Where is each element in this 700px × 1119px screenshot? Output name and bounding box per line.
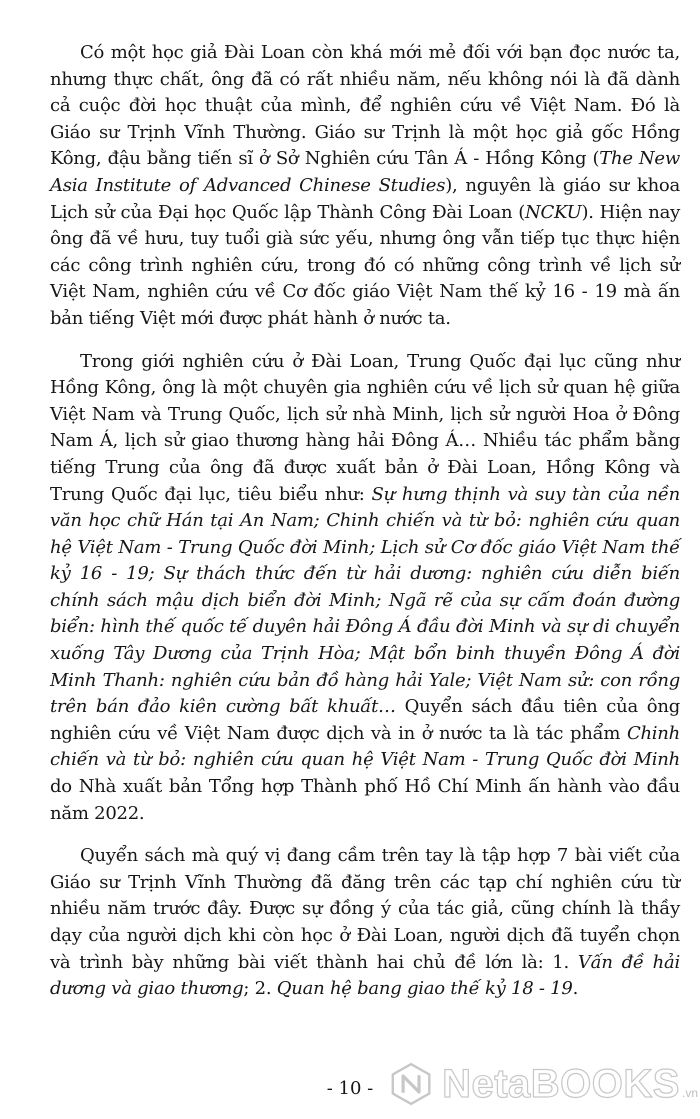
- italic-text-run: NCKU: [525, 201, 582, 223]
- text-run: Quyển sách mà quý vị đang cầm trên tay là tập hợp 7 bài viết của Giáo sư Trịnh Vĩnh Thường đã đăng trên các tạp chí nghiên cứu từ nhiều năm trước đây. Được sự đồng ý của tác giả, cũng chính là thầy dạy của người dịch khi còn học ở Đài Loan, người dịch đã tuyển chọn và trình bày những bài viết thành hai chủ đề lớn là: 1.: [50, 845, 680, 973]
- italic-text-run: Quan hệ bang giao thế kỷ 18 - 19: [276, 978, 573, 1000]
- italic-text-run: Chinh chiến và từ bỏ: nghiên cứu quan hệ Việt Nam - Trung Quốc đời Minh: [50, 722, 680, 771]
- text-run: ). Hiện nay ông đã về hưu, tuy tuổi già sức yếu, nhưng ông vẫn tiếp tục thực hiện các công trình nghiên cứu, trong đó có những công trình về lịch sử Việt Nam, nghiên cứu về Cơ đốc giáo Việt Nam thế kỷ 16 - 19 mà ấn bản tiếng Việt mới được phát hành ở nước ta.: [50, 201, 680, 329]
- text-run: Trong giới nghiên cứu ở Đài Loan, Trung Quốc đại lục cũng như Hồng Kông, ông là một chuyên gia nghiên cứu về lịch sử quan hệ giữa Việt Nam và Trung Quốc, lịch sử nhà Minh, lịch sử người Hoa ở Đông Nam Á, lịch sử giao thương hàng hải Đông Á… Nhiều tác phẩm bằng tiếng Trung của ông đã được xuất bản ở Đài Loan, Hồng Kông và Trung Quốc đại lục, tiêu biểu như:: [50, 350, 680, 505]
- paragraph-2: [50, 349, 680, 828]
- paragraph-3: [50, 843, 680, 1003]
- paragraph-1: [50, 40, 680, 333]
- text-run: ; 2.: [243, 978, 277, 1000]
- italic-text-run: Vấn đề hải dương và giao thương: [50, 951, 680, 1000]
- text-run: Quyển sách đầu tiên của ông nghiên cứu về Việt Nam được dịch và in ở nước ta là tác phẩm: [50, 696, 680, 744]
- text-run: ), nguyên là giáo sư khoa Lịch sử của Đại học Quốc lập Thành Công Đài Loan (: [50, 174, 680, 223]
- italic-text-run: The New Asia Institute of Advanced Chinese Studies: [50, 148, 680, 196]
- italic-text-run: Sự hưng thịnh và suy tàn của nền văn học chữ Hán tại An Nam; Chinh chiến và từ bỏ: nghiên cứu quan hệ Việt Nam - Trung Quốc đời Minh; Lịch sử Cơ đốc giáo Việt Nam thế kỷ 16 - 19; Sự thách thức đến từ hải dương: nghiên cứu diễn biến chính sách mậu dịch biển đời Minh; Ngã rẽ của sự cấm đoán đường biển: hình thế quốc tế duyên hải Đông Á đầu đời Minh và sự di chuyển xuống Tây Dương của Trịnh Hòa; Mật bổn binh thuyền Đông Á đời Minh Thanh: nghiên cứu bản đồ hàng hải Yale; Việt Nam sử: con rồng trên bán đảo kiên cường bất khuất…: [50, 483, 680, 718]
- page-number: - 10 -: [326, 1078, 374, 1099]
- watermark-suffix: .vn: [681, 1085, 698, 1100]
- netabooks-logo-icon: [388, 1055, 434, 1113]
- text-run: .: [572, 978, 579, 1000]
- page-body: [50, 40, 680, 1019]
- text-run: Có một học giả Đài Loan còn khá mới mẻ đối với bạn đọc nước ta, nhưng thực chất, ông đã có rất nhiều năm, nếu không nói là đã dành cả cuộc đời học thuật của mình, để nghiên cứu về Việt Nam. Đó là Giáo sư Trịnh Vĩnh Thường. Giáo sư Trịnh là một học giả gốc Hồng Kông, đậu bằng tiến sĩ ở Sở Nghiên cứu Tân Á - Hồng Kông (: [50, 42, 680, 170]
- watermark-brand: NetaBOOKS: [442, 1061, 680, 1106]
- text-run: do Nhà xuất bản Tổng hợp Thành phố Hồ Chí Minh ấn hành vào đầu năm 2022.: [50, 776, 680, 824]
- watermark: [388, 1052, 698, 1116]
